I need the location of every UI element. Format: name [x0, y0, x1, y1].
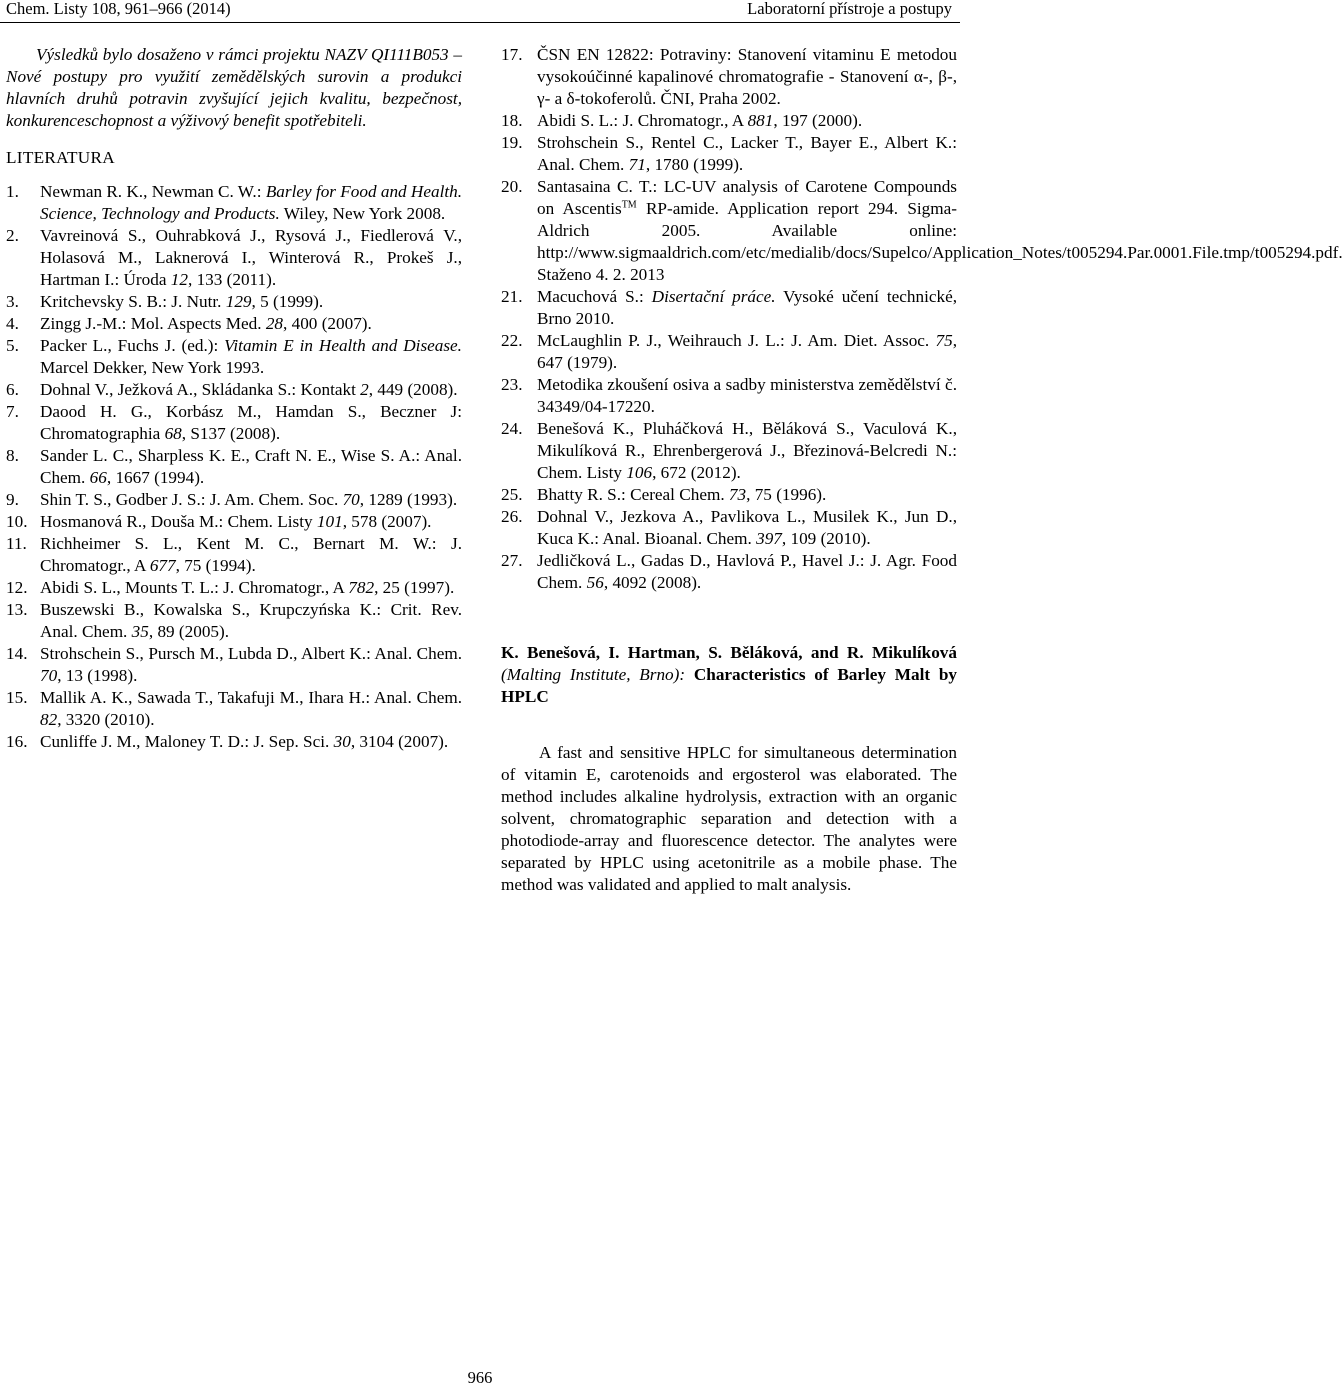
reference-item — [6, 379, 462, 401]
reference-text: Wiley, New York 2008. — [279, 204, 446, 223]
reference-number: 6. — [6, 380, 19, 399]
reference-italic-text: 35 — [131, 622, 149, 641]
reference-number: 10. — [6, 512, 28, 531]
reference-text: , 25 (1997). — [374, 578, 455, 597]
reference-text: Abidi S. L.: J. Chromatogr., A — [537, 111, 748, 130]
reference-text: Dohnal V., Ježková A., Skládanka S.: Kontakt — [40, 380, 361, 399]
reference-text: , 1289 (1993). — [359, 490, 458, 509]
reference-text: , 1780 (1999). — [645, 155, 744, 174]
reference-text: McLaughlin P. J., Weihrauch J. L.: J. Am. Diet. Assoc. — [537, 331, 936, 350]
reference-item — [6, 643, 462, 687]
reference-italic-text: Vitamin E in Health and Disease. — [224, 336, 462, 355]
reference-item — [6, 687, 462, 731]
reference-text: ČSN EN 12822: Potraviny: Stanovení vitaminu E metodou vysokoúčinné kapalinové chromatografie - Stanovení α-, β-, γ- a δ-tokoferolů. ČNI, Praha 2002. — [537, 45, 957, 108]
reference-text: Newman R. K., Newman C. W.: — [40, 182, 266, 201]
reference-item — [6, 225, 462, 291]
reference-italic-text: 68 — [164, 424, 182, 443]
references-heading: LITERATURA — [6, 148, 115, 167]
reference-item — [501, 484, 957, 506]
reference-item — [501, 418, 957, 484]
section-title: Laboratorní přístroje a postupy — [747, 0, 952, 18]
reference-item — [6, 335, 462, 379]
reference-number: 24. — [501, 419, 523, 438]
trademark-superscript: TM — [621, 199, 637, 211]
reference-text: Cunliffe J. M., Maloney T. D.: J. Sep. Sci. — [40, 732, 334, 751]
reference-number: 18. — [501, 111, 523, 130]
reference-item — [6, 445, 462, 489]
reference-number: 12. — [6, 578, 28, 597]
reference-text: Marcel Dekker, New York 1993. — [40, 358, 265, 377]
reference-item — [501, 176, 1343, 286]
reference-text: , 75 (1996). — [746, 485, 827, 504]
reference-number: 17. — [501, 45, 523, 64]
left-column — [6, 44, 462, 753]
reference-item — [501, 132, 957, 176]
reference-text: Zingg J.-M.: Mol. Aspects Med. — [40, 314, 266, 333]
reference-item — [501, 506, 957, 550]
reference-item — [6, 511, 462, 533]
reference-item — [6, 533, 462, 577]
reference-item — [501, 110, 957, 132]
reference-text: Mallik A. K., Sawada T., Takafuji M., Ihara H.: Anal. Chem. — [40, 688, 462, 707]
reference-number: 19. — [501, 133, 523, 152]
reference-item — [6, 313, 462, 335]
reference-italic-text: 75 — [935, 331, 953, 350]
reference-text: Shin T. S., Godber J. S.: J. Am. Chem. Soc. — [40, 490, 343, 509]
reference-italic-text: 106 — [626, 463, 653, 482]
reference-text: , 89 (2005). — [148, 622, 230, 641]
reference-text: , 13 (1998). — [57, 666, 138, 685]
reference-number: 21. — [501, 287, 523, 306]
reference-item — [501, 374, 957, 418]
reference-item — [6, 577, 462, 599]
reference-italic-text: Disertační práce. — [651, 287, 776, 306]
reference-italic-text: 71 — [628, 155, 646, 174]
reference-number: 16. — [6, 732, 28, 751]
reference-number: 4. — [6, 314, 19, 333]
reference-text: Packer L., Fuchs J. (ed.): — [40, 336, 225, 355]
reference-text: , 449 (2008). — [368, 380, 458, 399]
reference-italic-text: 56 — [586, 573, 604, 592]
reference-list-left — [6, 181, 462, 753]
reference-italic-text: 881 — [747, 111, 774, 130]
reference-number: 14. — [6, 644, 28, 663]
right-column — [501, 44, 1343, 913]
reference-number: 7. — [6, 402, 19, 421]
abstract-text: A fast and sensitive HPLC for simultaneous determination of vitamin E, carotenoids and ergosterol was elaborated. The method includes alkaline hydrolysis, extraction with an organic solvent, chromatographic separation and detection with a photodiode-array and fluorescence detector. The analytes were separated by HPLC using acetonitrile as a mobile phase. The method was validated and applied to malt analysis. — [501, 743, 957, 894]
reference-text: Vysoké učení technické, Brno 2010. — [537, 287, 957, 328]
abstract-affiliation: (Malting Institute, Brno): — [501, 665, 686, 684]
reference-italic-text: 397 — [756, 529, 782, 548]
reference-item — [6, 489, 462, 511]
reference-text: Metodika zkoušení osiva a sadby ministerstva zemědělství č. 34349/04-17220. — [537, 375, 957, 416]
reference-italic-text: 66 — [89, 468, 107, 487]
reference-text: , 75 (1994). — [175, 556, 256, 575]
reference-text: , 133 (2011). — [187, 270, 277, 289]
reference-text: Jedličková L., Gadas D., Havlová P., Havel J.: J. Agr. Food Chem. — [537, 551, 957, 592]
reference-item — [501, 330, 957, 374]
reference-text: Daood H. G., Korbász M., Hamdan S., Beczner J: Chromatographia — [40, 402, 462, 443]
reference-text: Kritchevsky S. B.: J. Nutr. — [40, 292, 226, 311]
reference-italic-text: 70 — [342, 490, 360, 509]
reference-italic-text: 73 — [728, 485, 747, 504]
reference-italic-text: 677 — [149, 556, 176, 575]
reference-number: 11. — [6, 534, 27, 553]
reference-text: , 1667 (1994). — [106, 468, 205, 487]
reference-number: 15. — [6, 688, 28, 707]
reference-item — [501, 44, 957, 110]
reference-italic-text: 2 — [360, 380, 369, 399]
reference-text: , 109 (2010). — [781, 529, 871, 548]
reference-text: RP-amide. Application report 294. Sigma-Aldrich 2005. Available online: http://www.sigmaaldrich.com/etc/medialib/docs/Supelco/Application_Notes/t005294.Par.0001.File.tmp/t005294.pdf. Staženo 4. 2. 2013 — [537, 199, 1343, 284]
reference-text: Hosmanová R., Douša M.: Chem. Listy — [40, 512, 317, 531]
reference-number: 5. — [6, 336, 19, 355]
reference-text: , 647 (1979). — [537, 331, 957, 372]
reference-text: Abidi S. L., Mounts T. L.: J. Chromatogr., A — [40, 578, 349, 597]
abstract-authors: K. Benešová, I. Hartman, S. Běláková, and R. Mikulíková — [501, 643, 957, 662]
reference-text: Vavreinová S., Ouhrabková J., Rysová J., Fiedlerová V., Holasová M., Laknerová I., Winterová R., Prokeš J., Hartman I.: Úroda — [40, 226, 462, 289]
reference-text: Strohschein S., Rentel C., Lacker T., Bayer E., Albert K.: Anal. Chem. — [537, 133, 957, 174]
reference-item — [6, 401, 462, 445]
reference-italic-text: Barley for Food and Health. Science, Technology and Products. — [40, 182, 463, 223]
reference-italic-text: 30 — [333, 732, 351, 751]
reference-number: 27. — [501, 551, 523, 570]
reference-text: Benešová K., Pluháčková H., Běláková S., Vaculová K., Mikulíková R., Ehrenbergerová J., Březinová-Belcredi N.: Chem. Listy — [537, 419, 957, 482]
reference-italic-text: 12 — [170, 270, 188, 289]
reference-number: 26. — [501, 507, 523, 526]
reference-text: Sander L. C., Sharpless K. E., Craft N. E., Wise S. A.: Anal. Chem. — [40, 446, 462, 487]
reference-text: Buszewski B., Kowalska S., Krupczyńska K.: Crit. Rev. Anal. Chem. — [40, 600, 462, 641]
reference-number: 3. — [6, 292, 19, 311]
reference-number: 23. — [501, 375, 523, 394]
reference-text: Dohnal V., Jezkova A., Pavlikova L., Musilek K., Jun D., Kuca K.: Anal. Bioanal. Chem. — [537, 507, 957, 548]
reference-italic-text: 82 — [40, 710, 58, 729]
reference-text: , 3320 (2010). — [57, 710, 155, 729]
abstract-title: Characteristics of Barley Malt by HPLC — [501, 665, 957, 706]
reference-text: Santasaina C. T.: LC-UV analysis of Carotene Compounds on Ascentis — [537, 177, 957, 218]
reference-text: , 672 (2012). — [652, 463, 741, 482]
abstract-header — [501, 642, 957, 708]
reference-number: 2. — [6, 226, 19, 245]
reference-item — [501, 550, 957, 594]
reference-list-right — [501, 44, 1343, 594]
reference-text: , 197 (2000). — [773, 111, 863, 130]
reference-number: 22. — [501, 331, 523, 350]
journal-citation: Chem. Listy 108, 961–966 (2014) — [6, 0, 231, 18]
reference-text: Strohschein S., Pursch M., Lubda D., Albert K.: Anal. Chem. — [40, 644, 462, 663]
reference-number: 20. — [501, 177, 523, 196]
reference-text: , 578 (2007). — [342, 512, 432, 531]
reference-item — [6, 181, 462, 225]
reference-number: 1. — [6, 182, 19, 201]
reference-item — [6, 599, 462, 643]
reference-item — [501, 286, 957, 330]
reference-italic-text: 70 — [40, 666, 58, 685]
acknowledgement: Výsledků bylo dosaženo v rámci projektu NAZV QI111B053 – Nové postupy pro využití zemědělských surovin a produkci hlavních druhů potravin zvyšující jejich kvalitu, bezpečnost, konkurenceschopnost a výživový benefit spotřebiteli. — [6, 45, 462, 130]
reference-text: Macuchová S.: — [537, 287, 652, 306]
reference-text: , 5 (1999). — [251, 292, 324, 311]
running-head — [0, 0, 960, 23]
reference-item — [6, 731, 462, 753]
reference-text: Richheimer S. L., Kent M. C., Bernart M. W.: J. Chromatogr., A — [40, 534, 462, 575]
reference-italic-text: 101 — [316, 512, 343, 531]
reference-text: , 4092 (2008). — [603, 573, 702, 592]
reference-item — [6, 291, 462, 313]
reference-italic-text: 129 — [225, 292, 252, 311]
reference-italic-text: 28 — [265, 314, 284, 333]
page-number: 966 — [467, 1368, 493, 1387]
reference-text: , 400 (2007). — [283, 314, 372, 333]
reference-number: 8. — [6, 446, 19, 465]
reference-italic-text: 782 — [348, 578, 375, 597]
reference-text: , S137 (2008). — [181, 424, 281, 443]
reference-number: 13. — [6, 600, 28, 619]
reference-number: 9. — [6, 490, 19, 509]
reference-number: 25. — [501, 485, 523, 504]
reference-text: , 3104 (2007). — [350, 732, 449, 751]
reference-text: Bhatty R. S.: Cereal Chem. — [537, 485, 729, 504]
